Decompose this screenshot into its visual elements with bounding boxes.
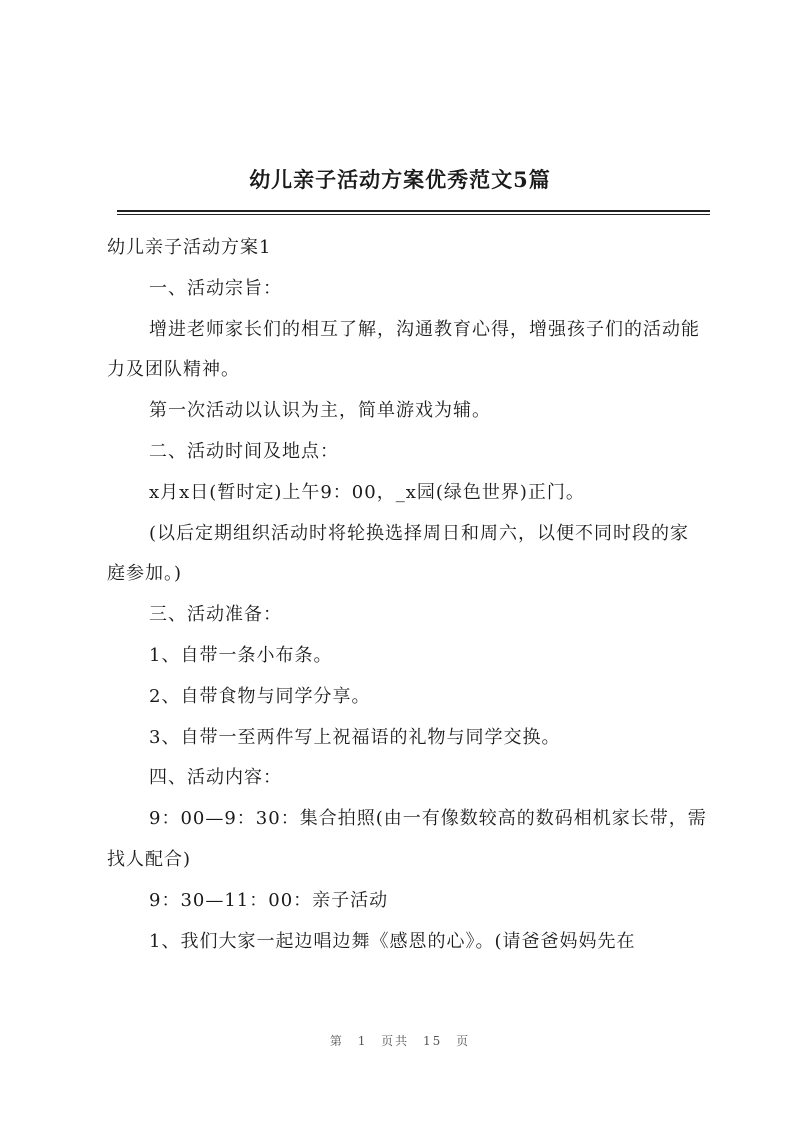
- paragraph: 幼儿亲子活动方案1: [107, 237, 272, 258]
- paragraph: x月x日(暂时定)上午9：00，_x园(绿色世界)正门。: [149, 481, 585, 503]
- paragraph: 9：30—11：00：亲子活动: [149, 889, 389, 911]
- footer-middle: 页共: [381, 1034, 410, 1048]
- footer-prefix: 第: [329, 1034, 344, 1048]
- paragraph: 9：00—9：30：集合拍照(由一有像数较高的数码相机家长带，需找人配合): [107, 808, 707, 870]
- document-body: [107, 228, 707, 962]
- title-rule-thick: [117, 210, 710, 212]
- page-total: 15: [423, 1034, 443, 1048]
- paragraph: 二、活动时间及地点：: [149, 440, 339, 462]
- document-title: 幼儿亲子活动方案优秀范文5篇: [249, 167, 551, 192]
- title-rule-thin: [117, 214, 710, 215]
- paragraph: 四、活动内容：: [149, 767, 282, 789]
- paragraph: 第一次活动以认识为主，简单游戏为辅。: [149, 400, 491, 422]
- paragraph: 1、自带一条小布条。: [149, 644, 333, 666]
- paragraph: (以后定期组织活动时将轮换选择周日和周六，以便不同时段的家庭参加。): [107, 522, 690, 585]
- paragraph: 增进老师家长们的相互了解，沟通教育心得，增强孩子们的活动能力及团队精神。: [107, 318, 700, 381]
- paragraph: 3、自带一至两件写上祝福语的礼物与同学交换。: [149, 726, 561, 748]
- page-number: 1: [357, 1034, 368, 1048]
- paragraph: 2、自带食物与同学分享。: [149, 685, 371, 707]
- paragraph: 三、活动准备：: [149, 604, 282, 626]
- footer-suffix: 页: [456, 1034, 471, 1048]
- page-footer: [0, 1032, 800, 1049]
- paragraph: 1、我们大家一起边唱边舞《感恩的心》。(请爸爸妈妈先在: [149, 930, 636, 952]
- paragraph: 一、活动宗旨：: [149, 277, 282, 299]
